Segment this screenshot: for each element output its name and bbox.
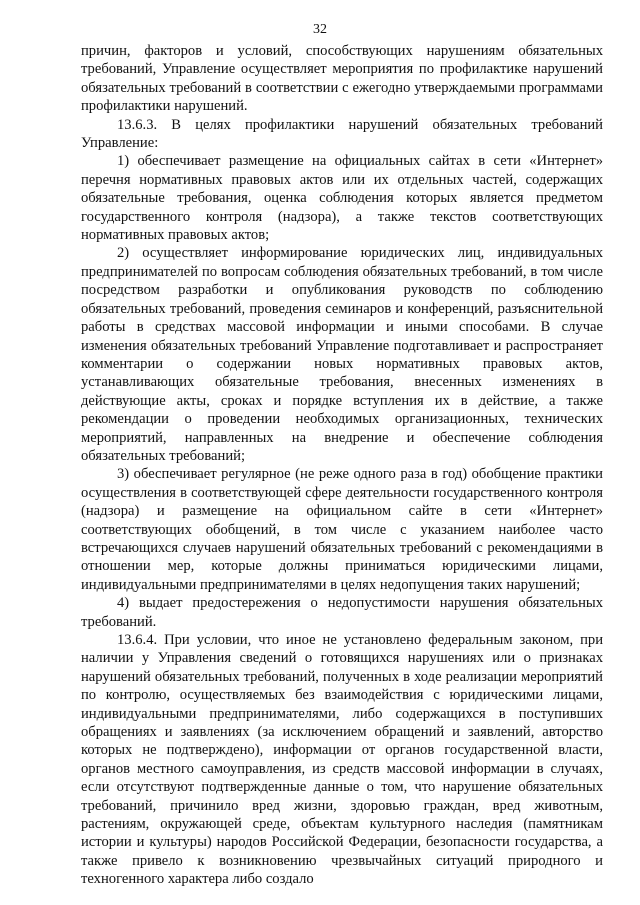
list-item-1: 1) обеспечивает размещение на официальных сайтах в сети «Интернет» перечня нормативных правовых актов или их отдельных частей, содержащих обязательные требования, оценка соблюдения которых является предметом государственного контроля (надзора), а также текстов соответствующих нормативных правовых актов; [81,153,603,244]
list-item-3: 3) обеспечивает регулярное (не реже одного раза в год) обобщение практики осуществления в соответствующей сфере деятельности государственного контроля (надзора) и размещение на официальном сайте в сети «Интернет» соответствующих обобщений, в том числе с указанием наиболее часто встречающихся случаев нарушений обязательных требований с рекомендациями в отношении мер, которые должны приниматься юридическими лицами, индивидуальными предпринимателями в целях недопущения таких нарушений; [81,466,603,593]
page-number: 32 [313,22,327,37]
paragraph-13-6-3: 13.6.3. В целях профилактики нарушений обязательных требований Управление: [81,116,603,152]
body-text [81,42,603,889]
list-item-2: 2) осуществляет информирование юридических лиц, индивидуальных предпринимателей по вопросам соблюдения обязательных требований, в том числе посредством разработки и опубликования руководств по соблюдению обязательных требований, проведения семинаров и конференций, разъяснительной работы в средствах массовой информации и иными способами. В случае изменения обязательных требований Управление подготавливает и распространяет комментарии о содержании новых нормативных правовых актов, устанавливающих обязательные требования, внесенных изменениях в действующие акты, сроках и порядке вступления их в действие, а также рекомендации о проведении необходимых организационных, технических мероприятий, направленных на внедрение и обеспечение соблюдения обязательных требований; [81,245,603,464]
paragraph-13-6-4: 13.6.4. При условии, что иное не установлено федеральным законом, при наличии у Управления сведений о готовящихся нарушениях или о признаках нарушений обязательных требований, полученных в ходе реализации мероприятий по контролю, осуществляемых без взаимодействия с юридическими лицами, индивидуальными предпринимателями, либо содержащихся в поступивших обращениях и заявлениях (за исключением обращений и заявлений, авторство которых не подтверждено), информации от органов государственной власти, органов местного самоуправления, из средств массовой информации в случаях, если отсутствуют подтвержденные данные о том, что нарушение обязательных требований, причинило вред жизни, здоровью граждан, вред животным, растениям, окружающей среде, объектам культурного наследия (памятникам истории и культуры) народов Российской Федерации, безопасности государства, а также привело к возникновению чрезвычайных ситуаций природного и техногенного характера либо создало [81,632,603,888]
paragraph-continuation: причин, факторов и условий, способствующих нарушениям обязательных требований, Управление осуществляет мероприятия по профилактике нарушений обязательных требований в соответствии с ежегодно утверждаемыми программами профилактики нарушений. [81,43,603,115]
list-item-4: 4) выдает предостережения о недопустимости нарушения обязательных требований. [81,595,603,630]
